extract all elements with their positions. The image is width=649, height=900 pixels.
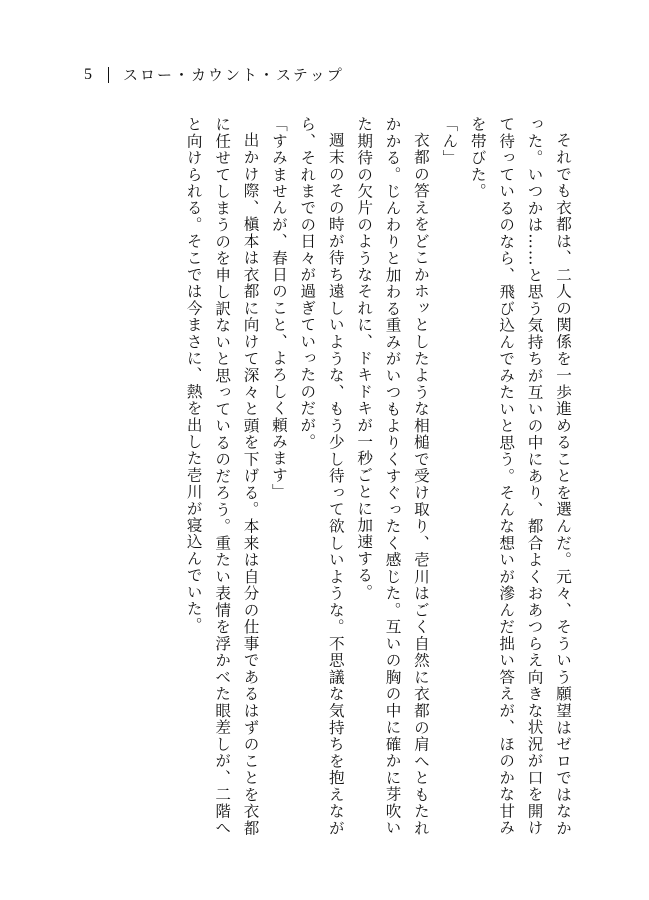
- paragraph-1: それでも衣都は、二人の関係を一歩進めることを選んだ。元々、そういう願望はゼロではなかった。いつかは……と思う気持ちが互いの中にあり、都合よくおあつらえ向きな状況が口を開けて待っているのなら、飛び込んでみたいと思う。そんな想いが滲んだ拙い答えが、ほのかな甘みを帯びた。: [468, 116, 572, 836]
- paragraph-6: 出かけ際、槇本は衣都に向けて深々と頭を下げる。本来は自分の仕事であるはずのことを衣都に任せてしまうのを申し訳ないと思っているのだろう。重たい表情を浮かべた眼差しが、二階へと向けられる。そこでは今まさに、熱を出した壱川が寝込んでいた。: [184, 116, 260, 836]
- chapter-title: スロー・カウント・ステップ: [123, 66, 344, 84]
- page-number: 5: [84, 65, 94, 83]
- header-divider: [108, 67, 109, 83]
- body-text: [179, 116, 577, 836]
- paragraph-4: 週末のその時が待ち遠しいような、もう少し待って欲しいような。不思議な気持ちを抱えながら、それまでの日々が過ぎていったのだが。: [298, 116, 345, 836]
- paragraph-5-dialogue: 「すみませんが、春日のこと、よろしく頼みます」: [269, 116, 288, 501]
- running-header: [84, 64, 344, 85]
- paragraph-2-dialogue: 「ん」: [440, 116, 459, 167]
- paragraph-3: 衣都の答えをどこかホッとしたような相槌で受け取り、壱川はごく自然に衣都の肩へともたれかかる。じんわりと加わる重みがいつもよりくすぐったく感じた。互いの胸の中に確かに芽吹いた期待の欠片のようなそれに、ドキドキが一秒ごとに加速する。: [355, 116, 430, 836]
